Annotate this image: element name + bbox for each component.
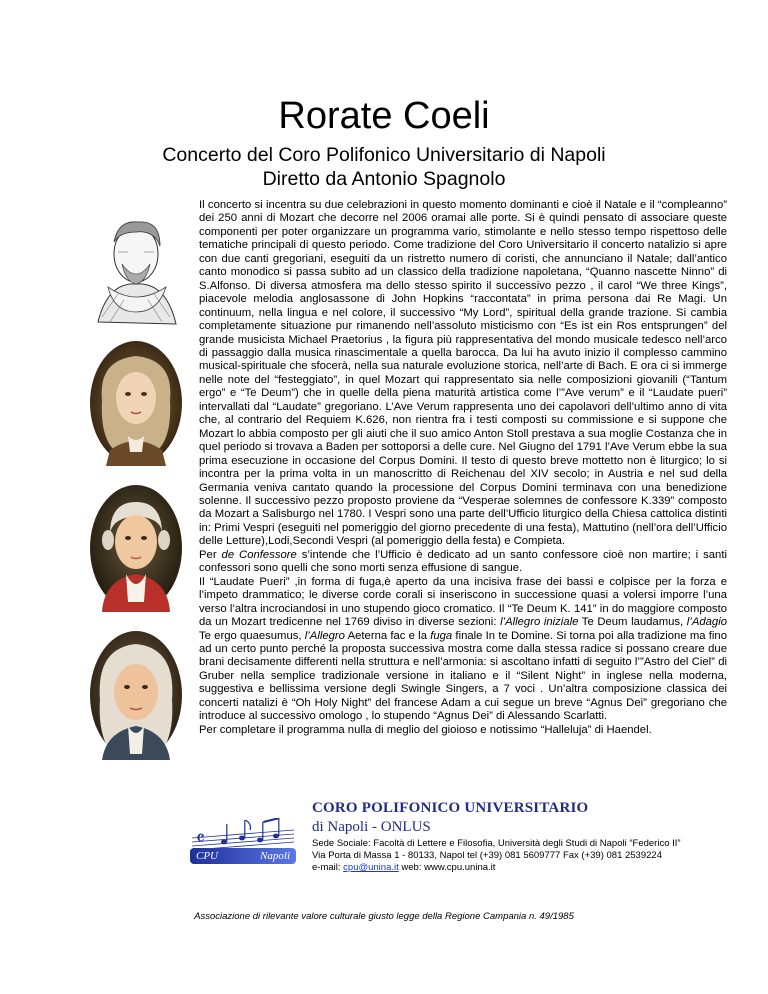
cpu-logo (190, 818, 296, 864)
italic-term: l’Adagio (686, 616, 727, 629)
description-paragraph-3 (199, 576, 727, 724)
description-paragraph-2 (199, 549, 727, 576)
italic-term: fuga (430, 629, 453, 642)
portrait-mozart (88, 484, 184, 612)
organization-city: di Napoli - ONLUS (312, 819, 431, 835)
text-span: Aeterna fac e la (344, 629, 431, 642)
text-span: Te ergo quaesumus, (199, 629, 305, 642)
director-subtitle: Diretto da Antonio Spagnolo (262, 168, 506, 190)
concert-description (199, 199, 727, 737)
portrait-scarlatti (88, 340, 184, 466)
contact-line (312, 862, 495, 874)
concert-subtitle: Concerto del Coro Polifonico Universitario di Napoli (162, 144, 606, 166)
address-line-2: Via Porta di Massa 1 - 80133, Napol tel (+39) 081 5609777 Fax (+39) 081 2539224 (312, 850, 662, 861)
organization-name: CORO POLIFONICO UNIVERSITARIO (312, 800, 589, 816)
text-span: Per (199, 548, 222, 561)
portrait-haendel (88, 630, 184, 760)
text-span: Il “Laudate Pueri” ,in forma di fuga,è aperto da una incisiva frase dei bassi e colpisce per la forza e l’impeto drammatico; le diverse corde corali si inseriscono in successione quasi a volersi imporre l’una verso l’altra incrociandosi in uno stupendo gioco cromatico. Il “Te Deum K. 141” in do maggiore composto da un Mozart tredicenne nel 1769 diviso in diverse sezioni: (199, 575, 727, 629)
italic-term: l’Allegro iniziale (500, 616, 579, 629)
italic-term: l’Allegro (304, 629, 345, 642)
logo-left-text: CPU (196, 850, 218, 862)
italic-term: de Confessore (221, 548, 297, 561)
svg-text:𝄴: 𝄴 (196, 828, 205, 850)
email-label: e-mail: (312, 862, 344, 873)
portrait-engraving-praetorius (88, 212, 184, 332)
web-text: web: www.cpu.unina.it (398, 862, 496, 873)
address-line-1: Sede Sociale: Facoltà di Lettere e Filosofia, Università degli Studi di Napoli “Federico II” (312, 838, 681, 849)
email-link[interactable]: cpu@unina.it (343, 862, 399, 873)
description-paragraph-4: Per completare il programma nulla di meglio del gioioso e notissimo “Halleluja” di Haendel. (199, 723, 652, 736)
text-span: Te Deum laudamus, (578, 616, 687, 629)
description-paragraph-1: Il concerto si incentra su due celebrazioni in questo momento dominanti e cioè il Natale e il “compleanno” dei 250 anni di Mozart che decorre nel 2006 oramai alle porte. Si è quindi pensato di associare queste componenti per poter organizzare un programma vario, stimolante e nello stesso tempo rispettoso delle tematiche principali di questo periodo. Come tradizione del Coro Universitario il concerto natalizio si apre con due canti gregoriani, eseguiti da un ristretto numero di coristi, che annunciano il Natale; dall’antico canto monodico si passa subito ad un classico della tradizione napoletana, “Quanno nascette Ninno” di S.Alfonso. Di diversa atmosfera ma dello stesso spirito il successivo pezzo , il carol “We three Kings”, piacevole melodia anglosassone di John Hopkins “raccontata” in prima persona dai Re Magi. Un continuum, nella lingua e nel colore, il successivo “My Lord”, spiritual della grande trazione. Si cambia completamente situazione pur rimanendo nell’assoluto misticismo con “Es ist ein Ros entsprungen” del grande musicista Michael Praetorius , la figura più rappresentativa del mondo musicale tedesco nell’arco di passaggio dalla musica rinascimentale a quella barocca. Da lui ha avuto inizio il complesso cammino musical-spirituale che sfocerà, nella sua naturale evoluzione storica, nell’arte di Bach. E ora ci si immerge nelle note del “festeggiato”, in quel Mozart qui rappresentato sia nelle composizioni giovanili (“Tantum ergo” e “Te Deum”) che in quelle della piena maturità artistica come l’”Ave verum” e il “Laudate pueri” intervallati dal “Laudate” gregoriano. L’Ave Verum rappresenta uno dei capolavori dell’ultimo anno di vita che, al contrario del Requiem K.626, non rientra fra i testi composti su commissione e si suppone che Mozart lo abbia composto per gli aiuti che il suo amico Anton Stoll prestava a sua moglie Costanza che in quel periodo si trovava a Baden per sottoporsi a delle cure. Nel Giugno del 1791 l’Ave Verum ebbe la sua prima esecuzione in occasione del Corpus Domini. Il testo di questo breve mottetto non è liturgico; lo si incontra per la prima volta in un manoscritto di Reichenau del XIV secolo; in Austria e nel sud della Germania veniva cantato quando la processione del Corpus Domini terminava con una benedizione solenne. Il successivo pezzo proposto proviene da “Vesperae solemnes de confessore K.339” composto da Mozart a Salisburgo nel 1780. I Vespri sono una parte dell’Ufficio liturgico della Chiesa cattolica distinti in: Primi Vespri (eseguiti nel pomeriggio del giorno precedente di una festa), Mattutino (nell’ora dell’Ufficio delle Letture),Lodi,Secondi Vespri (al pomeriggio della festa) e Compieta. (199, 199, 727, 548)
text-span: finale In te Domine. Si torna poi alla tradizione ma fino ad un certo punto perché la proposta successiva mostra come dalla stessa radice si possano creare due brani decisamente differenti nella struttura e nell’armonia: si ascoltano infatti di seguito l’”Astro del Ciel” di Gruber nella semplice tradizionale versione in italiano e il “Silent Night” in inglese nella moderna, suggestiva e bellissima versione degli Swingle Singers, a 7 voci . Un’altra composizione classica dei concerti natalizi è “Oh Holy Night” del francese Adam a cui segue un breve “Agnus Dei” gregoriano che introduce al successivo omologo , lo stupendo “Agnus Dei” di Alessando Scarlatti. (199, 629, 727, 723)
text-span: s’intende che l’Ufficio è dedicato ad un santo confessore cioè non martire; i santi confessori sono quelli che sono morti senza effusione di sangue. (199, 548, 727, 575)
logo-right-text: Napoli (260, 850, 290, 862)
page-title: Rorate Coeli (278, 95, 490, 137)
footer-note: Associazione di rilevante valore culturale giusto legge della Regione Campania n. 49/1985 (194, 911, 574, 922)
